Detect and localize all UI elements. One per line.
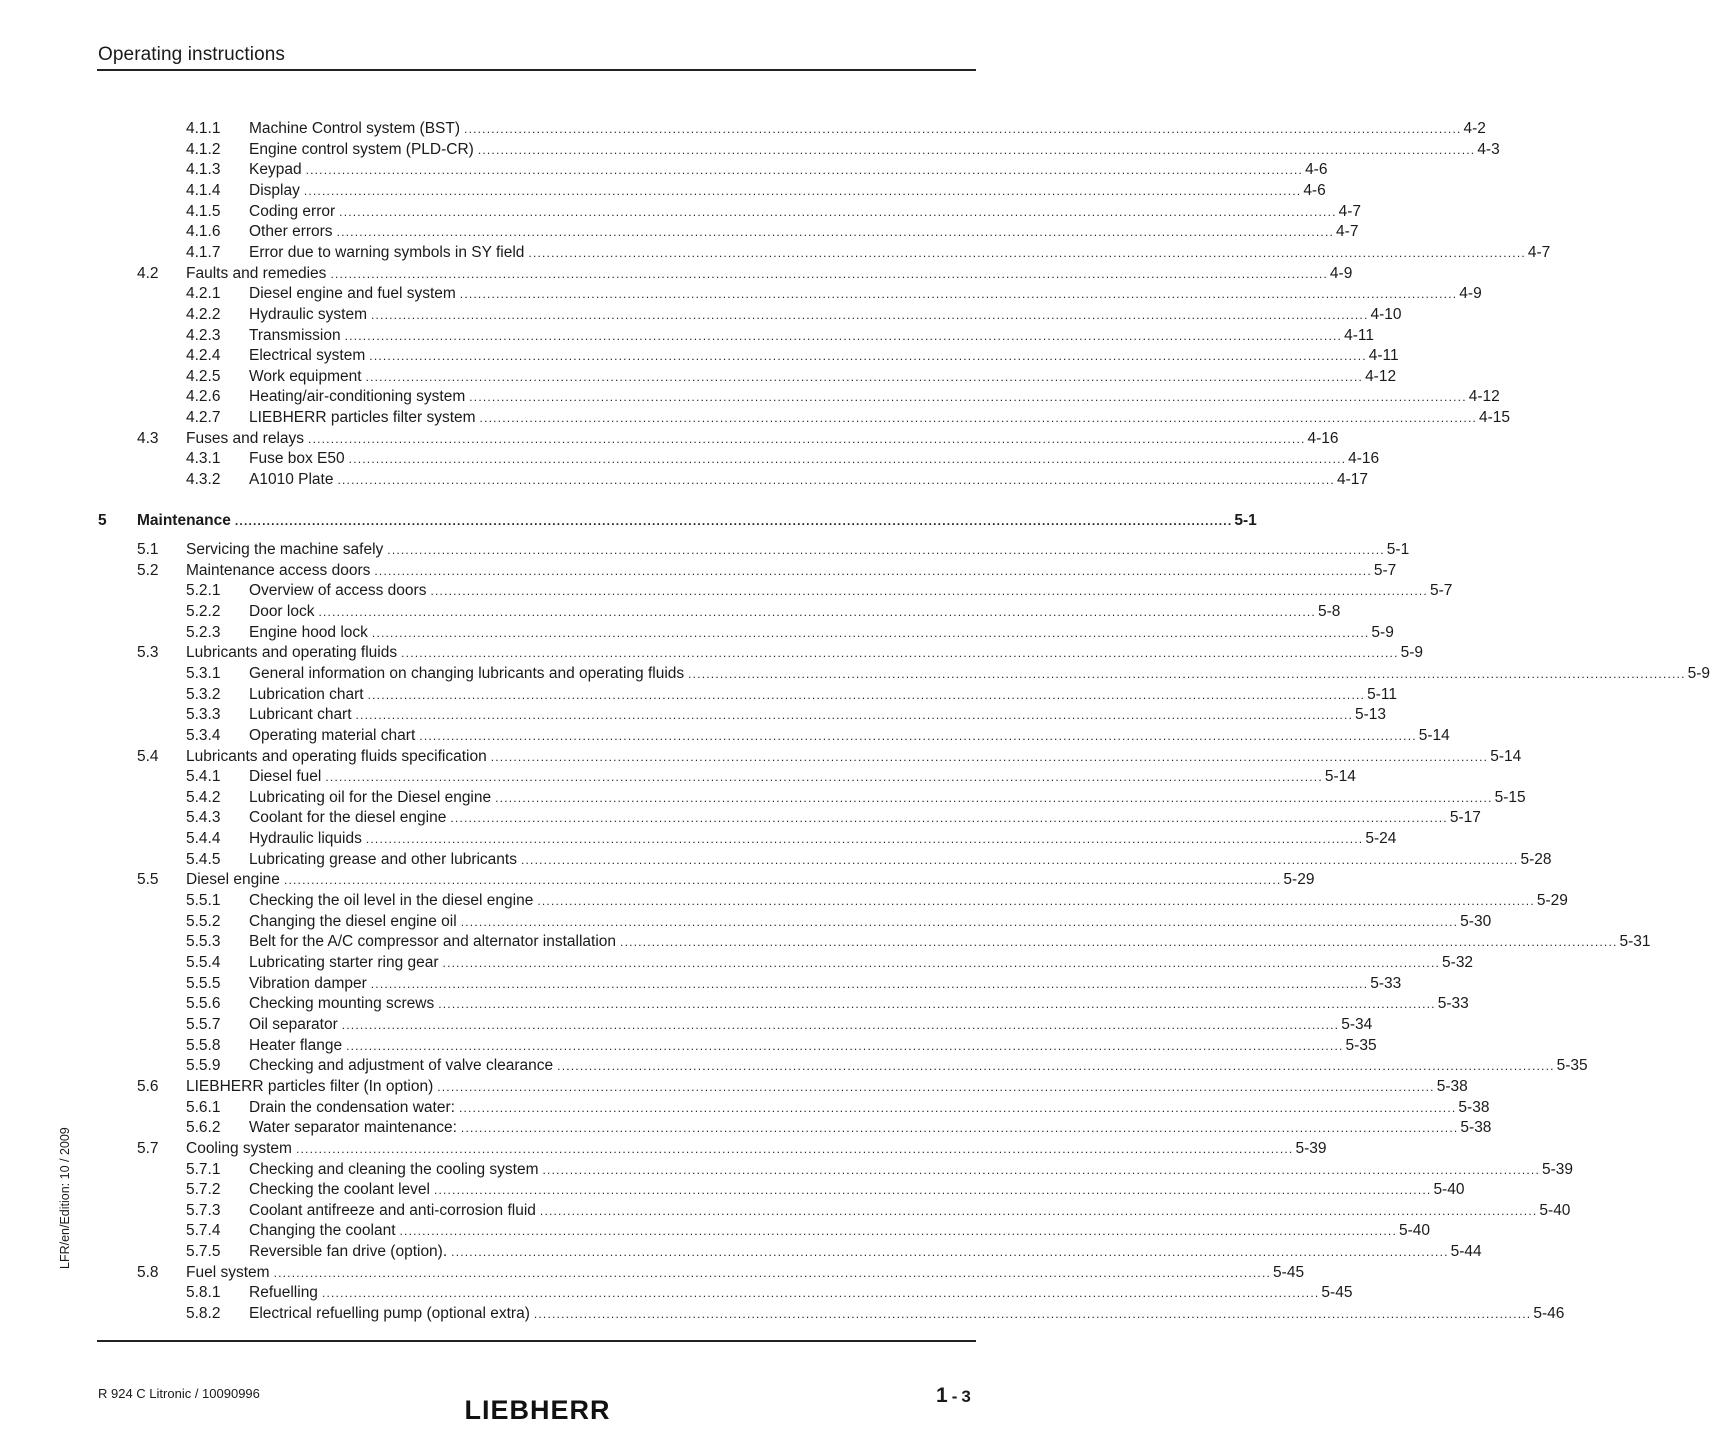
toc-title: Lubricants and operating fluids <box>186 644 398 662</box>
toc-title: Keypad <box>249 161 302 179</box>
toc-leader-dots: ............................................................................................................................................................................................................................ <box>437 1079 1435 1094</box>
toc-title: Hydraulic system <box>249 305 367 323</box>
toc-title: Lubrication chart <box>249 685 364 703</box>
toc-row[interactable] <box>137 747 1522 767</box>
toc-page: 4-3 <box>1477 140 1500 158</box>
toc-number: 5.7 <box>137 1139 159 1157</box>
toc-leader-dots: ............................................................................................................................................................................................................................ <box>234 514 1233 528</box>
toc-leader-dots: ............................................................................................................................................................................................................................ <box>459 287 1458 302</box>
toc-row[interactable] <box>186 346 1399 366</box>
toc-row[interactable] <box>186 1056 1588 1076</box>
toc-page: 5-29 <box>1283 871 1315 889</box>
toc-page: 4-6 <box>1303 181 1326 199</box>
toc-page: 5-15 <box>1494 788 1526 806</box>
toc-leader-dots: ............................................................................................................................................................................................................................ <box>479 411 1478 426</box>
toc-row[interactable] <box>186 1304 1565 1324</box>
toc-row[interactable] <box>137 264 1353 284</box>
toc-leader-dots: ............................................................................................................................................................................................................................ <box>336 225 1335 240</box>
toc-leader-dots: ............................................................................................................................................................................................................................ <box>433 1183 1432 1198</box>
toc-page: 5-9 <box>1687 664 1710 682</box>
toc-page: 4-9 <box>1459 285 1482 303</box>
toc-title: Heating/air-conditioning system <box>249 388 466 406</box>
toc-number: 5.5.8 <box>186 1036 221 1054</box>
toc-number: 4.2.6 <box>186 388 221 406</box>
toc-title: Display <box>249 181 300 199</box>
toc-page: 5-38 <box>1460 1119 1492 1137</box>
toc-leader-dots: ............................................................................................................................................................................................................................ <box>355 708 1354 723</box>
toc-page: 4-12 <box>1365 367 1397 385</box>
toc-leader-dots: ............................................................................................................................................................................................................................ <box>295 1141 1294 1156</box>
toc-number: 5.8.1 <box>186 1284 221 1302</box>
toc-number: 5.7.5 <box>186 1243 221 1261</box>
toc-leader-dots: ............................................................................................................................................................................................................................ <box>460 1121 1459 1136</box>
toc-title: Lubricating starter ring gear <box>249 954 439 971</box>
toc-leader-dots: ............................................................................................................................................................................................................................ <box>330 266 1328 281</box>
toc-leader-dots: ............................................................................................................................................................................................................................ <box>442 956 1441 970</box>
toc-page: 5-35 <box>1345 1036 1377 1054</box>
toc-page: 5-33 <box>1370 974 1402 992</box>
toc-row[interactable] <box>186 767 1356 787</box>
toc-title: Checking the oil level in the diesel engine <box>249 892 534 910</box>
toc-title: Fuses and relays <box>186 429 305 447</box>
toc-row[interactable] <box>186 1242 1482 1262</box>
toc-row[interactable] <box>186 119 1486 139</box>
toc-number: 5.3.2 <box>186 685 221 703</box>
toc-number: 5.5.1 <box>186 892 221 910</box>
toc-number: 5.3.3 <box>186 706 221 724</box>
toc-leader-dots: ............................................................................................................................................................................................................................ <box>370 976 1369 991</box>
toc-page: 5-14 <box>1490 747 1522 765</box>
toc-leader-dots: ............................................................................................................................................................................................................................ <box>308 431 1306 446</box>
toc-row[interactable] <box>186 181 1326 201</box>
toc-leader-dots: ............................................................................................................................................................................................................................ <box>451 1245 1449 1260</box>
toc-page: 4-12 <box>1468 388 1500 406</box>
toc-page: 5-38 <box>1436 1077 1468 1095</box>
liebherr-logo <box>455 1394 620 1424</box>
toc-row[interactable] <box>186 408 1511 428</box>
toc-number: 4.2.7 <box>186 409 221 427</box>
toc-leader-dots: ............................................................................................................................................................................................................................ <box>537 894 1535 909</box>
toc-leader-dots: ............................................................................................................................................................................................................................ <box>303 183 1302 198</box>
toc-row[interactable] <box>186 602 1341 622</box>
toc-leader-dots: ............................................................................................................................................................................................................................ <box>419 728 1417 743</box>
toc-title: LIEBHERR particles filter system <box>249 409 476 427</box>
toc-leader-dots: ............................................................................................................................................................................................................................ <box>450 811 1448 826</box>
toc-leader-dots: ............................................................................................................................................................................................................................ <box>399 1224 1397 1239</box>
toc-title: Checking and adjustment of valve clearance <box>249 1057 554 1075</box>
toc-number: 5.2.3 <box>186 623 221 641</box>
toc-title: Maintenance <box>137 512 231 529</box>
toc-leader-dots: ............................................................................................................................................................................................................................ <box>273 1265 1272 1280</box>
toc-title: Coding error <box>249 202 336 220</box>
toc-title: General information on changing lubricants and operating fluids <box>249 664 685 682</box>
toc-page: 5-32 <box>1442 954 1474 971</box>
toc-leader-dots: ............................................................................................................................................................................................................................ <box>688 666 1686 681</box>
toc-row[interactable] <box>137 429 1339 449</box>
toc-row[interactable] <box>98 511 1257 531</box>
toc-page: 5-46 <box>1533 1305 1565 1323</box>
toc-leader-dots: ............................................................................................................................................................................................................................ <box>283 873 1282 888</box>
toc-row[interactable] <box>186 243 1551 263</box>
toc-row[interactable] <box>186 581 1453 601</box>
toc-number: 4.2.5 <box>186 367 221 385</box>
toc-title: Machine Control system (BST) <box>249 120 461 137</box>
toc-title: Diesel engine <box>186 871 280 889</box>
toc-title: Checking mounting screws <box>249 995 435 1013</box>
toc-leader-dots: ............................................................................................................................................................................................................................ <box>430 584 1428 599</box>
toc-number: 5.4.4 <box>186 830 221 848</box>
toc-title: Overview of access doors <box>249 582 427 600</box>
toc-title: Fuel system <box>186 1263 270 1281</box>
toc-title: Heater flange <box>249 1036 343 1054</box>
toc-number: 5.8 <box>137 1263 159 1281</box>
toc-title: Belt for the A/C compressor and alternator installation <box>249 933 617 951</box>
toc-leader-dots: ............................................................................................................................................................................................................................ <box>464 122 1462 136</box>
toc-row[interactable] <box>186 1201 1571 1221</box>
toc-number: 4.1.5 <box>186 202 221 220</box>
toc-row[interactable] <box>186 449 1380 469</box>
toc-title: Checking and cleaning the cooling system <box>249 1160 539 1178</box>
toc-number: 5.5.6 <box>186 995 221 1013</box>
toc-row[interactable] <box>186 160 1328 180</box>
toc-number: 5.3 <box>137 644 159 662</box>
toc-page: 5-35 <box>1556 1057 1588 1075</box>
toc-title: Lubricants and operating fluids specification <box>186 747 487 765</box>
toc-title: Lubricant chart <box>249 706 352 724</box>
toc-number: 5.5.9 <box>186 1057 221 1075</box>
liebherr-logo-text: LIEBHERR <box>464 1395 611 1425</box>
toc-page: 5-1 <box>1234 512 1257 529</box>
toc-leader-dots: ............................................................................................................................................................................................................................ <box>371 625 1370 640</box>
toc-row[interactable] <box>186 284 1482 304</box>
toc-number: 5.3.4 <box>186 726 221 744</box>
toc-page: 5-34 <box>1341 1015 1373 1033</box>
toc-leader-dots: ............................................................................................................................................................................................................................ <box>528 245 1526 260</box>
toc-leader-dots: ............................................................................................................................................................................................................................ <box>620 935 1618 950</box>
toc-number: 5.5.3 <box>186 933 221 951</box>
toc-page: 4-2 <box>1463 120 1486 137</box>
toc-row[interactable] <box>137 1077 1468 1097</box>
toc-number: 5.2.2 <box>186 602 221 620</box>
toc-leader-dots: ............................................................................................................................................................................................................................ <box>542 1162 1540 1177</box>
toc-number: 5.5.4 <box>186 954 221 971</box>
toc-title: Diesel engine and fuel system <box>249 285 456 303</box>
toc-row[interactable] <box>186 974 1402 994</box>
toc-leader-dots: ............................................................................................................................................................................................................................ <box>401 646 1399 661</box>
toc-row[interactable] <box>186 387 1500 407</box>
toc-page: 5-40 <box>1399 1222 1431 1240</box>
toc-row[interactable] <box>137 1263 1305 1283</box>
toc-page: 5-45 <box>1273 1263 1305 1281</box>
toc-page: 5-8 <box>1317 602 1341 620</box>
toc-leader-dots: ............................................................................................................................................................................................................................ <box>520 852 1519 867</box>
toc-title: Engine control system (PLD-CR) <box>249 140 474 158</box>
toc-leader-dots: ............................................................................................................................................................................................................................ <box>458 1100 1457 1115</box>
toc-title: Drain the condensation water: <box>249 1098 455 1116</box>
toc-page: 4-7 <box>1527 243 1551 261</box>
header-divider <box>97 69 976 71</box>
toc-page: 5-14 <box>1418 726 1450 744</box>
toc-page: 5-7 <box>1373 561 1397 579</box>
toc-leader-dots: ............................................................................................................................................................................................................................ <box>387 543 1385 557</box>
toc-title: Changing the coolant <box>249 1222 396 1240</box>
toc-leader-dots: ............................................................................................................................................................................................................................ <box>344 328 1343 343</box>
toc-title: Error due to warning symbols in SY field <box>249 243 525 261</box>
toc-page: 5-31 <box>1619 933 1651 951</box>
page-number-page: 3 <box>961 1387 971 1406</box>
toc-number: 5.4 <box>137 747 159 765</box>
toc-page: 4-11 <box>1344 326 1374 344</box>
toc-number: 4.2.2 <box>186 305 221 323</box>
toc-leader-dots: ............................................................................................................................................................................................................................ <box>477 142 1476 157</box>
toc-title: Door lock <box>249 602 315 620</box>
toc-number: 4.1.6 <box>186 223 221 241</box>
toc-page: 5-40 <box>1433 1181 1465 1199</box>
toc-title: Engine hood lock <box>249 623 368 641</box>
toc-title: A1010 Plate <box>249 471 334 489</box>
toc-number: 4.1.2 <box>186 140 221 158</box>
toc-row[interactable] <box>137 540 1410 560</box>
toc-number: 5.4.5 <box>186 850 221 868</box>
toc-title: Operating material chart <box>249 726 416 744</box>
toc-title: Checking the coolant level <box>249 1181 430 1199</box>
toc-page: 5-7 <box>1429 582 1453 600</box>
toc-leader-dots: ............................................................................................................................................................................................................................ <box>557 1059 1555 1074</box>
toc-leader-dots: ............................................................................................................................................................................................................................ <box>371 307 1369 322</box>
toc-row[interactable] <box>186 808 1481 828</box>
toc-row[interactable] <box>137 561 1397 581</box>
toc-row[interactable] <box>186 726 1450 746</box>
toc-row[interactable] <box>137 870 1315 890</box>
toc-row[interactable] <box>186 1283 1353 1303</box>
toc-number: 5.2.1 <box>186 582 221 600</box>
toc-leader-dots: ............................................................................................................................................................................................................................ <box>438 997 1436 1012</box>
toc-leader-dots: ............................................................................................................................................................................................................................ <box>346 1038 1344 1053</box>
toc-number: 5.5.7 <box>186 1015 221 1033</box>
toc-title: Hydraulic liquids <box>249 830 362 848</box>
toc-leader-dots: ............................................................................................................................................................................................................................ <box>325 770 1323 785</box>
toc-leader-dots: ............................................................................................................................................................................................................................ <box>339 204 1337 219</box>
toc-number: 5.1 <box>137 541 159 558</box>
toc-title: Water separator maintenance: <box>249 1119 457 1137</box>
toc-page: 4-16 <box>1348 450 1380 468</box>
footer-divider <box>97 1340 976 1342</box>
toc-row[interactable] <box>186 470 1368 490</box>
toc-row[interactable] <box>186 202 1362 222</box>
toc-row[interactable] <box>186 1098 1490 1118</box>
toc-title: Work equipment <box>249 367 362 385</box>
toc-page: 5-30 <box>1460 912 1492 930</box>
toc-leader-dots: ............................................................................................................................................................................................................................ <box>469 390 1467 405</box>
toc-leader-dots: ............................................................................................................................................................................................................................ <box>367 687 1366 702</box>
toc-row[interactable] <box>186 1036 1377 1056</box>
edition-note: LFR/en/Edition: 10 / 2009 <box>58 1127 72 1269</box>
toc-page: 4-6 <box>1305 161 1328 179</box>
toc-page: 5-1 <box>1386 541 1410 558</box>
toc-number: 4.3.1 <box>186 450 221 468</box>
toc-number: 4.1.7 <box>186 243 221 261</box>
toc-number: 5.4.2 <box>186 788 221 806</box>
toc-row[interactable] <box>186 664 1710 684</box>
toc-number: 5.6 <box>137 1077 159 1095</box>
toc-leader-dots: ............................................................................................................................................................................................................................ <box>321 1286 1320 1301</box>
page-header-title: Operating instructions <box>98 44 286 65</box>
toc-number: 4.3.2 <box>186 471 221 489</box>
toc-page: 5-33 <box>1437 995 1469 1013</box>
toc-title: Changing the diesel engine oil <box>249 912 457 930</box>
toc-page: 5-29 <box>1536 892 1568 910</box>
toc-number: 5.6.2 <box>186 1119 221 1137</box>
toc-leader-dots: ............................................................................................................................................................................................................................ <box>305 163 1304 178</box>
toc-page: 4-7 <box>1338 202 1362 220</box>
toc-page: 4-15 <box>1479 409 1511 427</box>
toc-leader-dots: ............................................................................................................................................................................................................................ <box>348 452 1347 467</box>
toc-leader-dots: ............................................................................................................................................................................................................................ <box>318 604 1316 619</box>
toc-number: 4.2.3 <box>186 326 221 344</box>
toc-page: 4-11 <box>1368 347 1399 365</box>
toc-title: Reversible fan drive (option). <box>249 1243 448 1261</box>
toc-title: Coolant antifreeze and anti-corrosion fluid <box>249 1201 536 1219</box>
toc-row[interactable] <box>186 1221 1431 1241</box>
toc-number: 5.7.4 <box>186 1222 221 1240</box>
toc-title: Cooling system <box>186 1139 292 1157</box>
toc-row[interactable] <box>186 1015 1373 1035</box>
toc-row[interactable] <box>186 705 1387 725</box>
toc-number: 5.5 <box>137 871 159 889</box>
toc-title: Oil separator <box>249 1015 338 1033</box>
toc-page: 5-44 <box>1450 1243 1482 1261</box>
page-number-chapter: 1 <box>936 1384 948 1407</box>
toc-page: 5-14 <box>1324 768 1356 786</box>
toc-row[interactable] <box>186 140 1500 160</box>
toc-number: 4.2 <box>137 264 159 282</box>
toc-page: 5-24 <box>1365 830 1397 848</box>
toc-page: 5-11 <box>1367 685 1397 703</box>
toc-leader-dots: ............................................................................................................................................................................................................................ <box>533 1307 1532 1322</box>
toc-row[interactable] <box>137 643 1424 663</box>
toc-number: 5.6.1 <box>186 1098 221 1116</box>
toc-row[interactable] <box>137 1139 1327 1159</box>
toc-title: Vibration damper <box>249 974 367 992</box>
toc-title: Diesel fuel <box>249 768 322 786</box>
toc-row[interactable] <box>186 685 1397 705</box>
toc-number: 5.3.1 <box>186 664 221 682</box>
toc-title: Refuelling <box>249 1284 318 1302</box>
toc-page: 4-17 <box>1336 471 1368 489</box>
toc-row[interactable] <box>186 222 1359 242</box>
toc-page: 4-10 <box>1370 305 1402 323</box>
toc-row[interactable] <box>186 912 1492 932</box>
toc-leader-dots: ............................................................................................................................................................................................................................ <box>337 473 1335 488</box>
toc-title: Transmission <box>249 326 341 344</box>
toc-page: 5-9 <box>1371 623 1394 641</box>
toc-leader-dots: ............................................................................................................................................................................................................................ <box>365 832 1364 847</box>
toc-number: 5.2 <box>137 561 159 579</box>
toc-row[interactable] <box>186 932 1651 952</box>
toc-row[interactable] <box>186 850 1552 870</box>
toc-row[interactable] <box>186 367 1397 387</box>
toc-page: 5-39 <box>1295 1139 1327 1157</box>
toc-page: 5-28 <box>1520 850 1552 868</box>
toc-number: 4.2.4 <box>186 347 221 365</box>
toc-leader-dots: ............................................................................................................................................................................................................................ <box>374 563 1372 578</box>
toc-row[interactable] <box>186 891 1568 911</box>
toc-number: 5.7.2 <box>186 1181 221 1199</box>
toc-number: 5.4.3 <box>186 809 221 827</box>
toc-title: LIEBHERR particles filter (In option) <box>186 1077 434 1095</box>
toc-leader-dots: ............................................................................................................................................................................................................................ <box>495 790 1493 805</box>
toc-row[interactable] <box>186 994 1469 1014</box>
toc-number: 4.1.3 <box>186 161 221 179</box>
toc-page: 5-45 <box>1321 1284 1353 1302</box>
toc-title: Electrical refuelling pump (optional extra) <box>249 1305 530 1323</box>
toc-number: 5.5.2 <box>186 912 221 930</box>
toc-title: Other errors <box>249 223 333 241</box>
toc-page: 4-7 <box>1336 223 1359 241</box>
toc-title: Lubricating grease and other lubricants <box>249 850 517 868</box>
toc-number: 5.8.2 <box>186 1305 221 1323</box>
toc-title: Maintenance access doors <box>186 561 371 579</box>
page-number: 1 - 3 <box>936 1384 971 1407</box>
toc-row[interactable] <box>186 829 1397 849</box>
toc-row[interactable] <box>186 1118 1492 1138</box>
toc-page: 5-9 <box>1400 644 1424 662</box>
toc-title: Electrical system <box>249 347 366 365</box>
toc-row[interactable] <box>186 1160 1574 1180</box>
toc-page: 5-17 <box>1449 809 1481 827</box>
toc-number: 5.7.1 <box>186 1160 221 1178</box>
toc-number: 5 <box>98 512 107 529</box>
toc-page: 5-40 <box>1539 1201 1571 1219</box>
toc-page: 5-39 <box>1542 1160 1574 1178</box>
toc-row[interactable] <box>186 623 1394 643</box>
toc-title: Faults and remedies <box>186 264 327 282</box>
toc-row[interactable] <box>186 326 1374 346</box>
toc-leader-dots: ............................................................................................................................................................................................................................ <box>539 1203 1538 1218</box>
toc-row[interactable] <box>186 788 1526 808</box>
toc-number: 4.1.4 <box>186 181 221 199</box>
toc-row[interactable] <box>186 305 1402 325</box>
toc-title: Fuse box E50 <box>249 450 345 468</box>
toc-number: 4.1.1 <box>186 120 221 137</box>
toc-number: 5.5.5 <box>186 974 221 992</box>
toc-leader-dots: ............................................................................................................................................................................................................................ <box>369 349 1367 364</box>
toc-number: 5.7.3 <box>186 1201 221 1219</box>
toc-leader-dots: ............................................................................................................................................................................................................................ <box>490 749 1489 764</box>
toc-leader-dots: ............................................................................................................................................................................................................................ <box>460 914 1459 929</box>
toc-number: 5.4.1 <box>186 768 221 786</box>
toc-title: Lubricating oil for the Diesel engine <box>249 788 492 806</box>
toc-row[interactable] <box>186 1180 1465 1200</box>
toc-page: 4-9 <box>1329 264 1353 282</box>
toc-leader-dots: ............................................................................................................................................................................................................................ <box>365 369 1364 384</box>
toc-page: 5-38 <box>1458 1098 1490 1116</box>
toc-page: 4-16 <box>1307 429 1339 447</box>
toc-number: 4.3 <box>137 429 159 447</box>
toc-row[interactable] <box>186 953 1474 973</box>
toc-page: 5-13 <box>1355 706 1387 724</box>
toc-number: 4.2.1 <box>186 285 221 303</box>
toc-title: Coolant for the diesel engine <box>249 809 447 827</box>
footer-model: R 924 C Litronic / 10090996 <box>98 1386 260 1401</box>
toc-leader-dots: ............................................................................................................................................................................................................................ <box>341 1017 1340 1032</box>
toc-title: Servicing the machine safely <box>186 541 384 558</box>
